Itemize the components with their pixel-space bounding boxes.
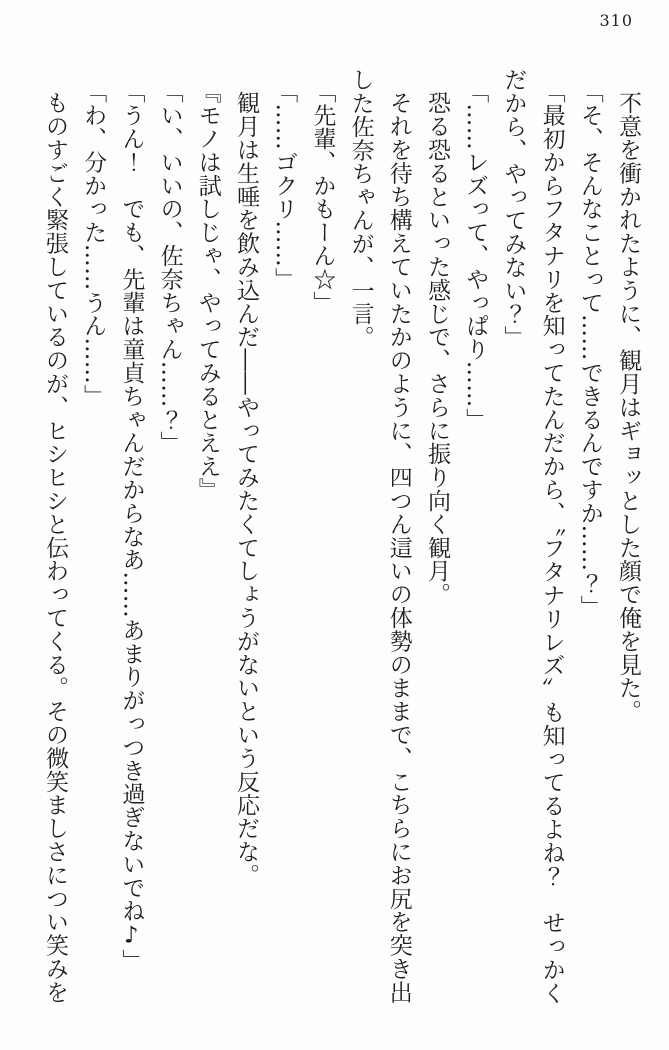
- text-column: した佐奈ちゃんが、一言。: [347, 68, 374, 349]
- text-column: 「わ、分かった……うん……」: [80, 80, 107, 408]
- text-column: だから、やってみない？」: [500, 68, 527, 349]
- text-column: 「……ゴクリ……」: [271, 80, 298, 291]
- text-column: 恐る恐るといった感じで、さらに振り向く観月。: [423, 91, 450, 606]
- page-number: 310: [599, 11, 633, 30]
- text-column: それを待ち構えていたかのように、四つん這いの体勢のままで、こちらにお尻を突き出: [385, 91, 412, 1004]
- text-block: [36, 68, 647, 1018]
- text-column: ものすごく緊張しているのが、ヒシヒシと伝わってくる。その微笑ましさについ笑みを: [41, 91, 68, 1004]
- text-column: 「そ、そんなことって……できるんですか……？」: [576, 80, 603, 619]
- text-column: 『モノは試しじゃ、やってみるとええ』: [194, 80, 221, 502]
- text-column: 「うん！ でも、先輩は童貞ちゃんだからなあ……あまりがっつき過ぎないでね♪」: [118, 80, 145, 973]
- text-column: 「……レズって、やっぱり……」: [462, 80, 489, 431]
- text-column: 観月は生唾を飲み込んだ――やってみたくてしょうがないという反応だな。: [232, 91, 259, 887]
- text-column: 不意を衝かれたように、観月はギョッとした顔で俺を見た。: [615, 91, 641, 723]
- text-column: 「先輩、かもーん☆」: [309, 80, 336, 314]
- text-column: 「い、いいの、佐奈ちゃん……？」: [156, 80, 183, 455]
- text-column: 「最初からフタナリを知ってたんだから、〝フタナリレズ〟も知ってるよね？ せっかく: [538, 80, 565, 1005]
